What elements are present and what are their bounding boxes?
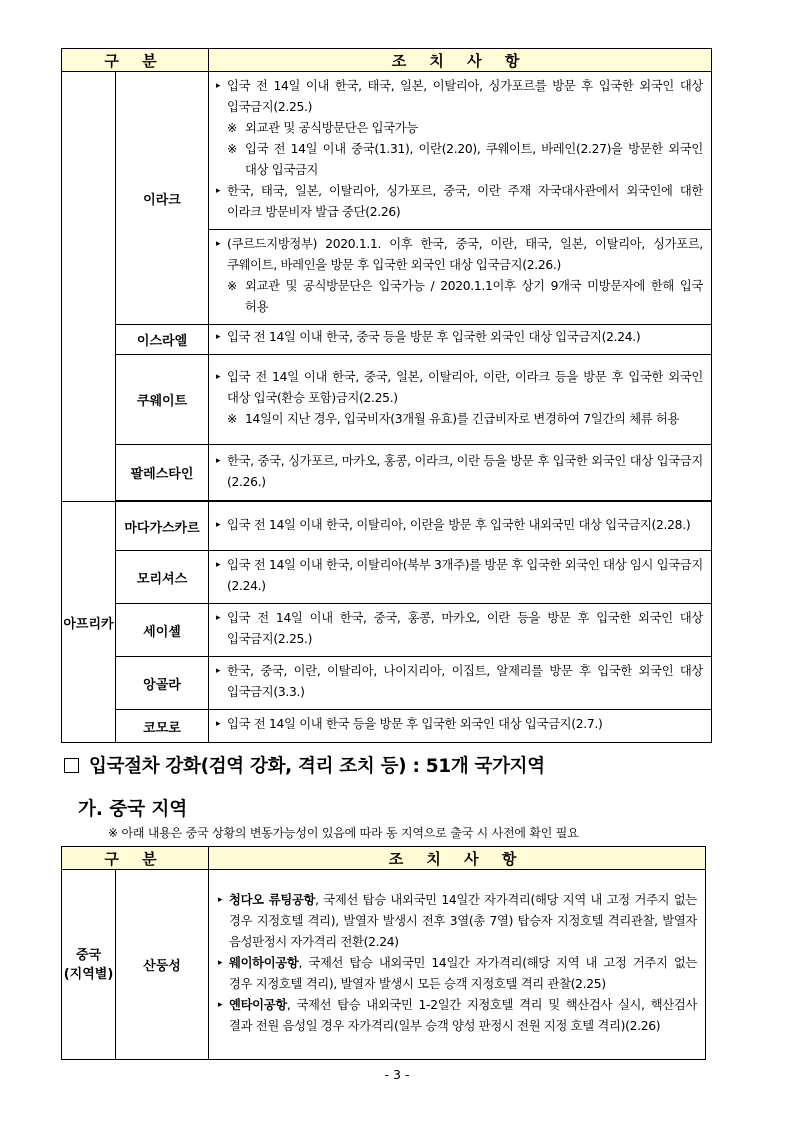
region-china: 중국 (지역별): [62, 870, 116, 1060]
bullet-item: ▸ 입국 전 14일 이내 한국 등을 방문 후 입국한 외국인 대상 입국금지(2.7.): [217, 714, 703, 735]
note-item: ※ 외교관 및 공식방문단은 입국가능 / 2020.1.1이후 상기 9개국 미방문자에 한해 입국 허용: [217, 276, 703, 318]
bullet-item: ▸ 입국 전 14일 이내 한국, 중국, 홍콩, 마카오, 이란 등을 방문 후 입국한 외국인 대상 입국금지(2.25.): [217, 608, 703, 650]
bullet-item: ▸ 청다오 류팅공항, 국제선 탑승 내외국민 14일간 자가격리(해당 지역 내 고정 거주지 없는 경우 지정호텔 격리), 발열자 발생시 전후 3열(총 7열) 탑승자 지정호텔 격리관찰, 발열자 음성판정시 자가격리 전환(2.24): [219, 890, 697, 953]
measure-cell: [209, 445, 712, 501]
note-item: ※ 입국 전 14일 이내 중국(1.31), 이란(2.20), 쿠웨이트, 바레인(2.27)을 방문한 외국인 대상 입국금지: [217, 139, 703, 181]
group-cell-middle-east: [62, 72, 116, 502]
table-row: [62, 502, 712, 551]
measure-cell: [209, 551, 712, 604]
entry-ban-table: [61, 48, 712, 743]
bullet-item: ▸ 옌타이공항, 국제선 탑승 내외국민 1-2일간 지정호텔 격리 및 핵산검사 실시, 핵산검사 결과 전원 음성일 경우 자가격리(일부 승객 양성 판정시 전원 지정 호텔 격리)(2.26): [219, 995, 697, 1037]
note-item: ※ 14일이 지난 경우, 입국비자(3개월 유효)를 긴급비자로 변경하여 7일간의 체류 허용: [217, 409, 703, 430]
country-palestine: 팔레스타인: [116, 445, 209, 501]
province-shandong: 산둥성: [116, 870, 209, 1060]
bullet-item: ▸ 한국, 중국, 싱가포르, 마카오, 홍콩, 이라크, 이란 등을 방문 후 입국한 외국인 대상 입국금지(2.26.): [217, 451, 703, 493]
table-row: [62, 870, 706, 1060]
table-row: [62, 551, 712, 604]
china-measures-table: [61, 846, 706, 1060]
table-row: [62, 657, 712, 710]
country-angola: 앙골라: [116, 657, 209, 710]
header-measures: 조 치 사 항: [209, 847, 706, 870]
table-row: [62, 445, 712, 501]
checkbox-square-icon: [64, 758, 79, 773]
bullet-item: ▸ 입국 전 14일 이내 한국, 이탈리아, 이란을 방문 후 입국한 내외국민 대상 입국금지(2.28.): [217, 515, 703, 536]
measure-cell: [209, 355, 712, 445]
note-item: ※ 외교관 및 공식방문단은 입국가능: [217, 118, 703, 139]
table-row: [62, 710, 712, 743]
country-israel: 이스라엘: [116, 325, 209, 355]
header-category: 구 분: [62, 49, 209, 72]
measure-cell: [209, 657, 712, 710]
bullet-item: ▸ 한국, 태국, 일본, 이탈리아, 싱가포르, 중국, 이란 주재 자국대사관에서 외국인에 대한 이라크 방문비자 발급 중단(2.26): [217, 181, 703, 223]
bullet-item: ▸ 웨이하이공항, 국제선 탑승 내외국민 14일간 자가격리(해당 지역 내 고정 거주지 없는 경우 지정호텔 격리), 발열자 발생시 모든 승객 지정호텔 격리 관찰(2.25): [219, 953, 697, 995]
bullet-item: ▸ 한국, 중국, 이란, 이탈리아, 나이지리아, 이집트, 알제리를 방문 후 입국한 외국인 대상 입국금지(3.3.): [217, 661, 703, 703]
bullet-item: ▸ 입국 전 14일 이내 한국, 태국, 일본, 이탈리아, 싱가포르를 방문 후 입국한 외국인 대상 입국금지(2.25.): [217, 76, 703, 118]
measure-cell: [209, 502, 712, 551]
country-madagascar: 마다가스카르: [116, 502, 209, 551]
country-mauritius: 모리셔스: [116, 551, 209, 604]
bullet-item: ▸ 입국 전 14일 이내 한국, 중국 등을 방문 후 입국한 외국인 대상 입국금지(2.24.): [217, 327, 703, 348]
header-category: 구 분: [62, 847, 209, 870]
table-row: [62, 72, 712, 230]
country-seychelles: 세이셸: [116, 604, 209, 657]
measure-cell: [209, 710, 712, 743]
country-iraq: 이라크: [116, 72, 209, 325]
section-title: 입국절차 강화(검역 강화, 격리 조치 등) : 51개 국가지역: [64, 752, 545, 778]
measure-cell: [209, 325, 712, 355]
country-comoros: 코모로: [116, 710, 209, 743]
page-number: - 3 -: [0, 1067, 794, 1082]
country-kuwait: 쿠웨이트: [116, 355, 209, 445]
measure-cell: [209, 604, 712, 657]
bullet-item: ▸ (쿠르드지방정부) 2020.1.1. 이후 한국, 중국, 이란, 태국, 일본, 이탈리아, 싱가포르, 쿠웨이트, 바레인을 방문 후 입국한 외국인 대상 입국금지(2.26.): [217, 234, 703, 276]
bullet-item: ▸ 입국 전 14일 이내 한국, 이탈리아(북부 3개주)를 방문 후 입국한 외국인 대상 임시 입국금지(2.24.): [217, 555, 703, 597]
table-row: [62, 325, 712, 355]
table-header-row: [62, 847, 706, 870]
measure-cell: [209, 870, 706, 1060]
header-measures: 조 치 사 항: [209, 49, 712, 72]
group-africa: 아프리카: [62, 502, 116, 743]
measure-cell: [209, 230, 712, 325]
bullet-item: ▸ 입국 전 14일 이내 한국, 중국, 일본, 이탈리아, 이란, 이라크 등을 방문 후 입국한 외국인 대상 입국(환승 포함)금지(2.25.): [217, 367, 703, 409]
section-note: ※ 아래 내용은 중국 상황의 변동가능성이 있음에 따라 동 지역으로 출국 시 사전에 확인 필요: [108, 824, 579, 841]
table-row: [62, 355, 712, 445]
measure-cell: [209, 72, 712, 230]
subsection-title: 가. 중국 지역: [78, 799, 188, 820]
table-header-row: [62, 49, 712, 72]
table-row: [62, 604, 712, 657]
